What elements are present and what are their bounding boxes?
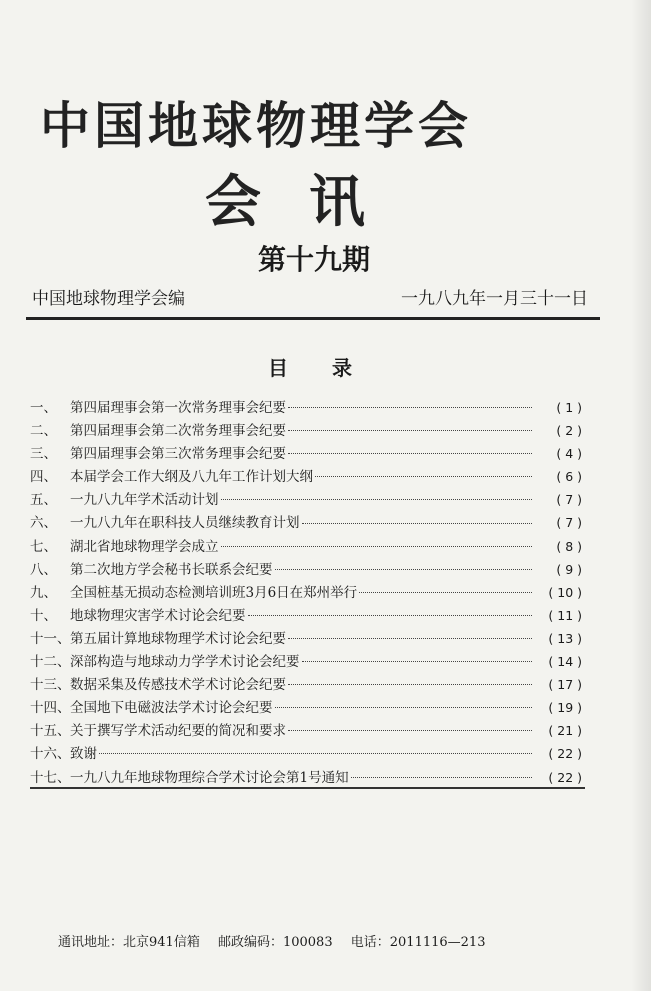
- toc-row: [30, 535, 582, 558]
- masthead-meta: [32, 284, 588, 309]
- toc-item-number: 十七、: [30, 769, 71, 786]
- toc-bottom-divider: [30, 787, 585, 789]
- toc-dot-leader: [275, 569, 533, 570]
- toc-item-number: 四、: [30, 469, 57, 486]
- toc-item-page: ( 9 ): [556, 561, 582, 577]
- toc-item-page: ( 2 ): [556, 423, 582, 439]
- toc-item-page: ( 19 ): [548, 700, 582, 716]
- toc-dot-leader: [288, 407, 532, 408]
- toc-item-title: 关于撰写学术活动纪要的简况和要求: [70, 723, 286, 740]
- toc-row: [30, 719, 582, 742]
- toc-item-title: 第五届计算地球物理学术讨论会纪要: [70, 630, 286, 647]
- toc-dot-leader: [221, 546, 533, 547]
- toc-item-number: 十二、: [30, 654, 71, 671]
- toc-item-page: ( 6 ): [556, 469, 582, 485]
- toc-item-title: 全国桩基无损动态检测培训班3月6日在郑州举行: [70, 584, 358, 601]
- toc-item-number: 八、: [30, 561, 57, 578]
- phone-number: 电话：2011116—213: [350, 935, 486, 950]
- toc-item-number: 十六、: [30, 746, 71, 763]
- toc-item-number: 九、: [30, 584, 57, 601]
- toc-row: [30, 465, 582, 488]
- toc-item-number: 二、: [30, 423, 57, 440]
- toc-row: [30, 442, 582, 465]
- toc-dot-leader: [351, 777, 532, 778]
- toc-dot-leader: [248, 615, 533, 616]
- toc-row: [30, 604, 582, 627]
- toc-row: [30, 511, 582, 534]
- scan-edge-shadow: [631, 0, 651, 991]
- editor-label: 中国地球物理学会编: [32, 289, 185, 309]
- toc-dot-leader: [288, 684, 532, 685]
- toc-item-page: ( 10 ): [548, 584, 582, 600]
- toc-item-number: 三、: [30, 446, 57, 463]
- masthead-divider: [26, 317, 600, 320]
- toc-dot-leader: [221, 499, 533, 500]
- toc-item-number: 一、: [30, 400, 57, 416]
- toc-row: [30, 558, 582, 581]
- toc-item-title: 地球物理灾害学术讨论会纪要: [70, 607, 246, 624]
- toc-row: [30, 396, 582, 419]
- toc-dot-leader: [302, 523, 533, 524]
- toc-item-number: 十三、: [30, 677, 71, 694]
- toc-row: [30, 488, 582, 511]
- toc-item-page: ( 11 ): [548, 607, 582, 623]
- toc-item-title: 第四届理事会第一次常务理事会纪要: [70, 400, 286, 416]
- publication-subtitle: 会讯: [205, 169, 413, 235]
- toc-item-page: ( 4 ): [556, 446, 582, 462]
- toc-item-title: 湖北省地球物理学会成立: [70, 538, 219, 555]
- toc-item-page: ( 17 ): [548, 677, 582, 693]
- toc-dot-leader: [288, 430, 532, 431]
- issue-number: 第十九期: [258, 243, 371, 276]
- toc-dot-leader: [288, 730, 532, 731]
- toc-item-page: ( 22 ): [548, 746, 582, 762]
- toc-dot-leader: [288, 638, 532, 639]
- toc-row: [30, 650, 582, 673]
- toc-row: [30, 627, 582, 650]
- toc-item-title: 数据采集及传感技术学术讨论会纪要: [70, 677, 286, 694]
- toc-item-title: 本届学会工作大纲及八九年工作计划大纲: [70, 469, 313, 486]
- toc-item-page: ( 1 ): [556, 400, 582, 415]
- toc-dot-leader: [275, 707, 533, 708]
- toc-item-page: ( 7 ): [556, 515, 582, 531]
- toc-row: [30, 419, 582, 442]
- table-of-contents: [30, 396, 582, 789]
- toc-row: [30, 766, 582, 789]
- toc-row: [30, 673, 582, 696]
- contact-footer: [58, 931, 485, 950]
- toc-item-number: 十、: [30, 607, 57, 624]
- toc-row: [30, 581, 582, 604]
- toc-item-title: 一九八九年学术活动计划: [70, 492, 219, 509]
- toc-item-page: ( 8 ): [556, 538, 582, 554]
- toc-item-title: 一九八九年在职科技人员继续教育计划: [70, 515, 300, 532]
- toc-dot-leader: [315, 476, 532, 477]
- toc-item-number: 十五、: [30, 723, 71, 740]
- postal-code: 邮政编码：100083: [217, 935, 333, 950]
- toc-dot-leader: [302, 661, 533, 662]
- publication-title: 中国地球物理学会: [40, 96, 472, 155]
- publication-date: 一九八九年一月三十一日: [401, 289, 588, 309]
- mailing-address: 通讯地址：北京941信箱: [58, 935, 200, 950]
- toc-heading: 目录: [268, 356, 396, 380]
- toc-item-page: ( 13 ): [548, 630, 582, 646]
- toc-item-page: ( 7 ): [556, 492, 582, 508]
- toc-row: [30, 742, 582, 765]
- toc-dot-leader: [359, 592, 532, 593]
- toc-item-page: ( 21 ): [548, 723, 582, 739]
- toc-item-number: 十四、: [30, 700, 71, 717]
- toc-dot-leader: [99, 753, 532, 754]
- toc-item-title: 全国地下电磁波法学术讨论会纪要: [70, 700, 273, 717]
- toc-item-title: 第二次地方学会秘书长联系会纪要: [70, 561, 273, 578]
- toc-item-title: 第四届理事会第三次常务理事会纪要: [70, 446, 286, 463]
- toc-item-title: 致谢: [70, 746, 97, 763]
- toc-item-title: 第四届理事会第二次常务理事会纪要: [70, 423, 286, 440]
- toc-item-number: 六、: [30, 515, 57, 532]
- toc-item-page: ( 22 ): [548, 769, 582, 785]
- toc-item-number: 七、: [30, 538, 57, 555]
- toc-dot-leader: [288, 453, 532, 454]
- toc-row: [30, 696, 582, 719]
- toc-item-page: ( 14 ): [548, 654, 582, 670]
- toc-item-number: 五、: [30, 492, 57, 509]
- toc-item-title: 深部构造与地球动力学学术讨论会纪要: [70, 654, 300, 671]
- toc-item-number: 十一、: [30, 630, 71, 647]
- toc-item-title: 一九八九年地球物理综合学术讨论会第1号通知: [70, 769, 349, 786]
